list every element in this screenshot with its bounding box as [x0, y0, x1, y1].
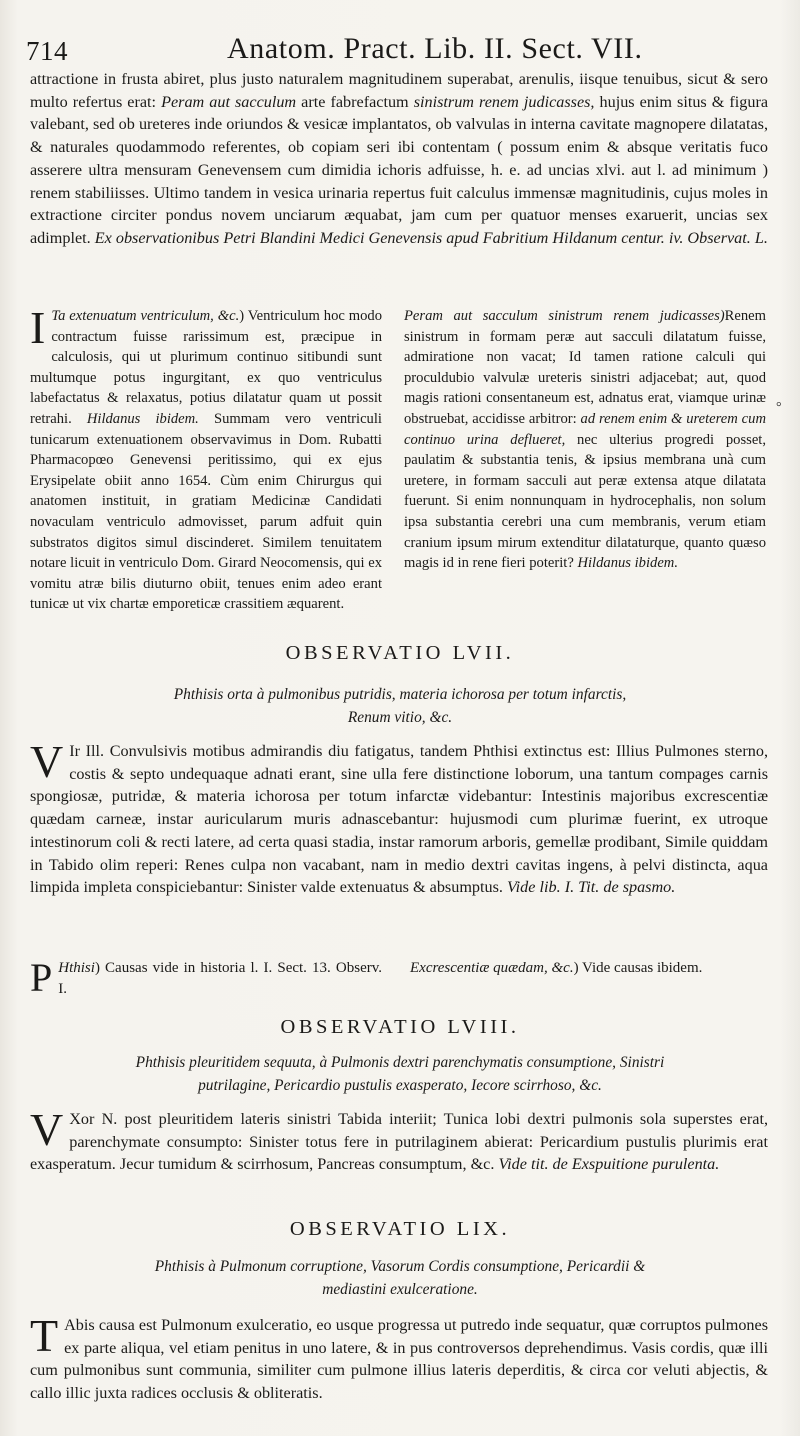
intro-italic-1: Peram aut sacculum	[161, 92, 297, 111]
obs59-heading: OBSERVATIO LIX.	[289, 1218, 511, 1240]
obs57-note-left	[30, 955, 382, 1000]
page-header	[22, 30, 770, 70]
right-cite: Hildanus ibidem.	[577, 555, 678, 572]
obs57-note-right	[410, 958, 766, 979]
left-text-2: Summam vero ventriculi tunicarum extenuationem observavimus in Dom. Rubatti Pharmacopœo Genevensi peritissimo, qui ex ejus Erysipelate obiit anno 1654. Cùm enim Chirurgus qui anatomen instituit, in gratiam Medicinæ Candidati novaculam ventriculo admovisset, parum adfuit quin substratos digitos simul discinderet. Similem tenuitatem notare licuit in ventriculo Dom. Girard Neocomensis, qui ex vomitu atræ bilis diuturno obiit, tenues enim adeo erant tunicæ ut vix chartæ emporeticæ crassitiem æquarent.	[30, 410, 382, 613]
obs57-note-right-lemma: Excrescentiæ quædam, &c.	[410, 960, 574, 976]
left-dropcap: I	[30, 302, 46, 353]
intro-italic-2: sinistrum renem judicasses,	[413, 92, 595, 111]
obs57-subtitle	[60, 684, 740, 729]
right-column	[404, 306, 766, 574]
obs57-subtitle-line-1: Phthisis orta à pulmonibus putridis, materia ichorosa per totum infarctis,	[173, 686, 627, 703]
obs57-cite: Vide lib. I. Tit. de spasmo.	[507, 878, 676, 897]
obs58-subtitle-line-1: Phthisis pleuritidem sequuta, à Pulmonis dextri parenchymatis consumptione, Sinistri	[135, 1054, 665, 1071]
obs57-note-left-lemma: Hthisi	[58, 960, 95, 976]
obs58-cite: Vide tit. de Exspuitione purulenta.	[498, 1155, 720, 1174]
obs57-subtitle-line-2: Renum vitio, &c.	[347, 708, 453, 726]
obs59-body	[30, 1310, 768, 1405]
obs57-text: Ir Ill. Convulsivis motibus admirandis diu fatigatus, tandem Phthisi extinctus est: Illius Pulmones sterno, costis & septo undequaque adnati erant, sine ulla fere distinctione loborum, una tantum compages carnis spongiosæ, putridæ, & materia ichorosa per totum infarctæ videbantur: Intestinis majoribus excrescentiæ quædam carneæ, instar auricularum muris adnascebantur: hujusmodi cum plurimæ fuerint, ex utroque intestinorum coli & recti latere, ad certa quasi stadia, instar ramorum arboris, gemellæ prodibant, Simile quiddam in Tabido olim reperi: Renes culpa non vacabant, nam in medio dextri cavitas ingens, à pelvi distincta, aqua limpida impleta conspiciebantur: Sinister valde extenuatus & absumptus.	[30, 742, 768, 897]
margin-mark: °	[776, 400, 782, 415]
obs57-note-left-text: ) Causas vide in historia l. I. Sect. 13. Observ. I.	[58, 960, 382, 997]
right-lemma: Peram aut sacculum sinistrum renem judicasses)	[404, 308, 725, 324]
obs58-text: Xor N. post pleuritidem lateris sinistri Tabida interiit; Tunica lobi dextri pulmonis sola superstes erat, parenchymate consumpto: Sinister totus fere in putrilaginem abierat: Pericardium pustulis plurimis erat exasperatum. Jecur tumidum & scirrhosum, Pancreas consumptum, &c.	[30, 1110, 768, 1174]
obs57-note-dropcap: P	[30, 955, 53, 1000]
obs57-heading: OBSERVATIO LVII.	[285, 642, 515, 664]
obs57-note-right-text: ) Vide causas ibidem.	[573, 960, 703, 976]
obs59-text: Abis causa est Pulmonum exulceratio, eo usque progressa ut putredo inde sequatur, quæ corruptos pulmones ex parte aliqua, vel etiam penitus in uno latere, & in pus controversos deprehendimus. Vasis cordis, quæ illi cum pulmonibus sunt communia, similiter cum pulmone illius lateris deperditis, & circa cor veluti abjectis, & callo illic juxta radices occlusis & obliteratis.	[30, 1316, 768, 1403]
intro-paragraph	[30, 68, 768, 250]
left-lemma: Ta extenuatum ventriculum, &c.	[51, 308, 240, 324]
left-text: ) Ventriculum hoc modo contractum fuisse rarissimum est, præcipue in calculosis, qui ut plurimum continuo sitibundi sunt multumque potus ingurgitant, ex quo ventriculus labefactatus & relaxatus, potius dilatatur quam ut possit retrahi.	[30, 308, 383, 427]
obs59-subtitle-line-2: mediastini exulceratione.	[322, 1280, 478, 1298]
left-column	[30, 302, 383, 615]
obs58-dropcap: V	[30, 1104, 64, 1155]
left-cite: Hildanus ibidem.	[86, 410, 199, 427]
obs59-dropcap: T	[30, 1310, 59, 1361]
intro-text-2: arte fabrefactum	[301, 92, 409, 111]
right-text-2: nec ulterius progredi posset, paulatim & substantia tenis, & ipsius membrana unà cum uretere, in formam sacculi aut peræ extensa atque dilatata fuerunt. Si enim nonnunquam in hydrocephalis, non solum ipsa substantia cerebri una cum membranis, verum etiam cranium ipsum mirum extenditur dilataturque, quanto quæso magis id in rene fieri poterit?	[404, 431, 767, 572]
running-head: Anatom. Pract. Lib. II. Sect. VII.	[227, 32, 643, 65]
page-number: 714	[26, 36, 68, 66]
obs58-body	[30, 1104, 768, 1176]
obs59-subtitle-line-1: Phthisis à Pulmonum corruptione, Vasorum Cordis consumptione, Pericardii &	[154, 1258, 646, 1275]
right-italic: ad renem enim & ureterem cum continuo urina deflueret,	[404, 410, 766, 448]
intro-text-3: hujus enim situs & figura valebant, sed ob ureteres inde oriundos & vesicæ implantatos, ob valvulas in interna cavitate magnopere dilatatas, & naturales quodammodo referentes, ob copiam seri ibi contentam ( possum enim & absque veritatis fuco asserere ultra mensuram Genevensem cum dimidia ichoris adfuisse, h. e. ad uncias xlvi. aut l. ad minimum ) renem stabiliisses. Ultimo tandem in vesica urinaria repertus fuit calculus immensæ magnitudinis, cujus moles in extractione circiter pondus novem unciarum æquabat, jam cum per quatuor menses exaruerit, uncias sex adimplet.	[30, 92, 769, 247]
obs58-subtitle	[60, 1052, 740, 1097]
obs59-subtitle	[60, 1256, 740, 1301]
obs57-dropcap: V	[30, 736, 64, 787]
intro-text: attractione in frusta abiret, plus justo naturalem magnitudinem superabat, arenulis, iisque tenuibus, sicut & sero multo refertus erat:	[30, 70, 768, 111]
right-text: Renem sinistrum in formam peræ aut sacculi dilatatum fuisse, admiratione non vacat; Id tamen ratione calculi qui proculdubio valvulæ ureteris sinistri adjacebat; aut, quod magis rationi consentaneum est, adnatus erat, viamque urinæ obstruebat, accidisse arbitror:	[404, 308, 766, 427]
obs58-heading: OBSERVATIO LVIII.	[280, 1016, 520, 1038]
obs58-subtitle-line-2: putrilagine, Pericardio pustulis exasperato, Iecore scirrhoso, &c.	[198, 1076, 602, 1094]
obs57-body	[30, 736, 768, 899]
intro-citation: Ex observationibus Petri Blandini Medici Genevensis apud Fabritium Hildanum centur. iv. Observat. L.	[94, 228, 768, 247]
